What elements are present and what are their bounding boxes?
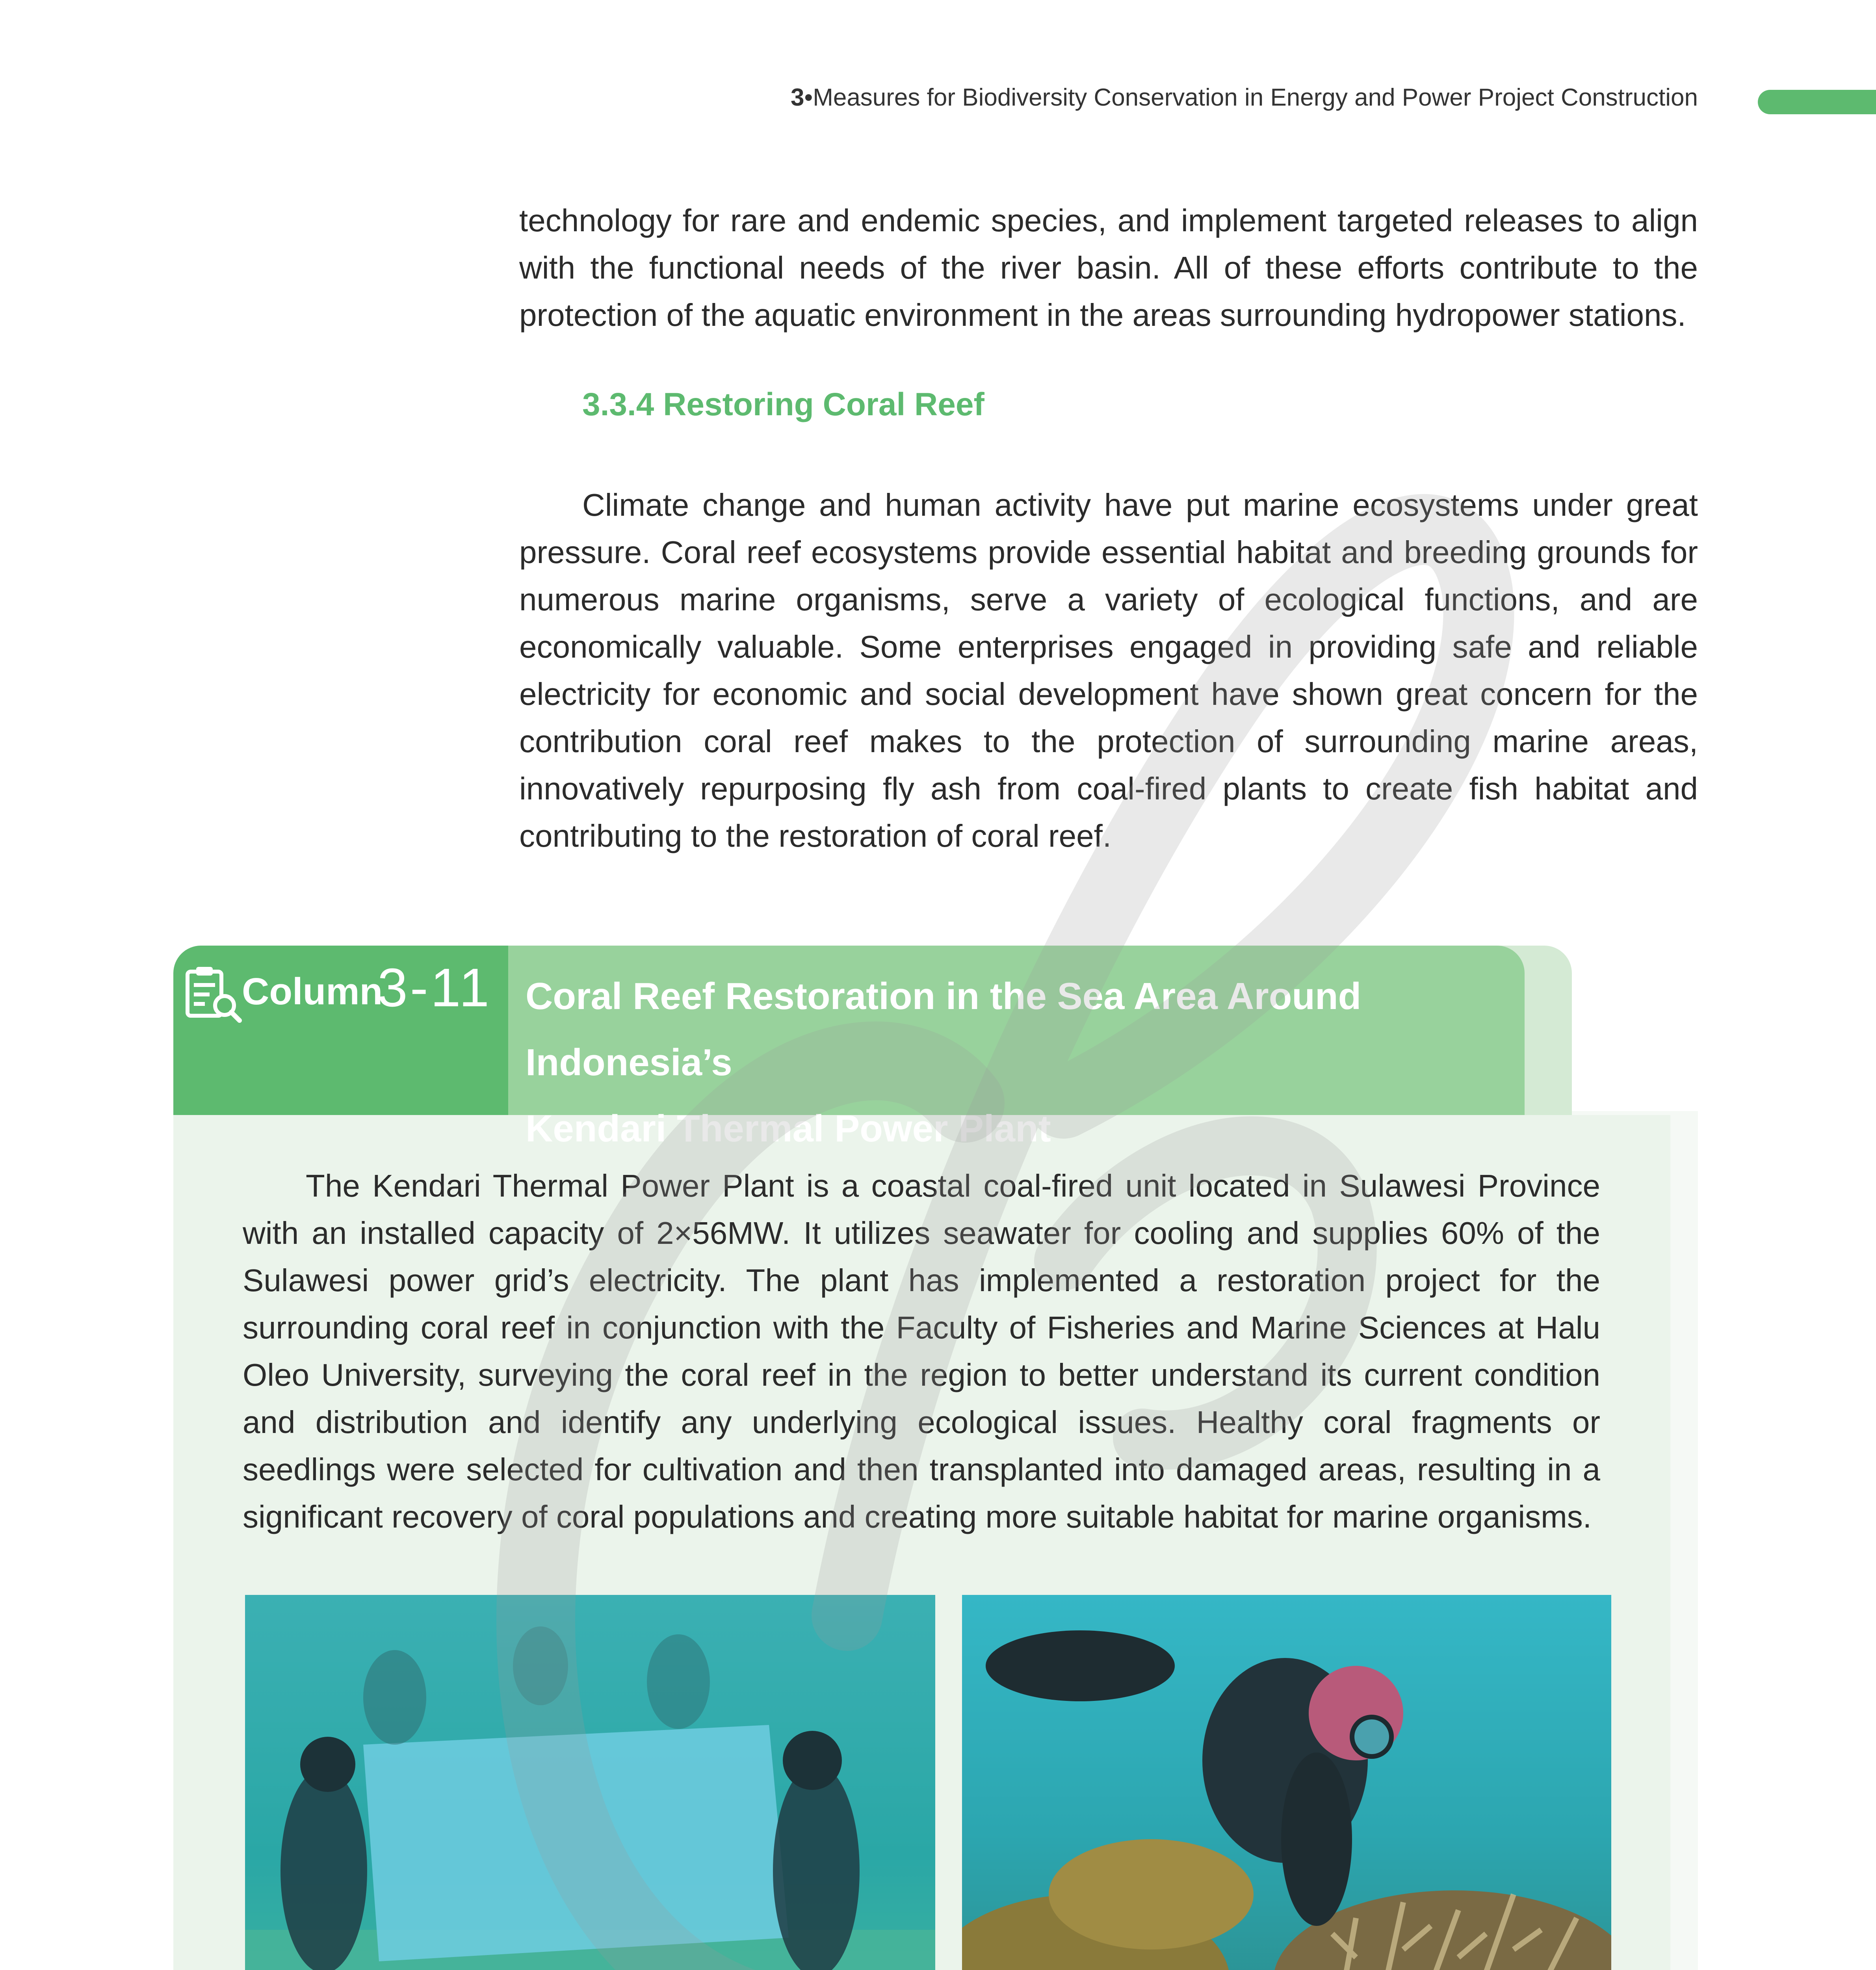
clipboard-search-icon (184, 965, 243, 1024)
column-number: 3-11 (377, 957, 492, 1018)
chapter-number: 3 (790, 84, 804, 111)
column-label: Column (242, 970, 383, 1013)
running-header (433, 84, 1698, 112)
column-title (526, 963, 1518, 1162)
section-paragraph: Climate change and human activity have put marine ecosystems under great pressure. Coral reef ecosystems provide essential habitat and breeding grounds for numerous marine organisms, serve a variety of ecological functions, and are economically valuable. Some enterprises engaged in providing safe and reliable electricity for economic and social development have shown great concern for the contribution coral reef makes to the protection of surrounding marine areas, innovatively repurposing fly ash from coal-fired plants to create fish habitat and contributing to the restoration of coral reef. (519, 487, 1698, 853)
header-bullet: • (804, 84, 813, 111)
column-paragraph: The Kendari Thermal Power Plant is a coastal coal-fired unit located in Sulawesi Province with an installed capacity of 2×56MW. It utilizes seawater for cooling and supplies 60% of the Sulawesi power grid’s electricity. The plant has implemented a restoration project for the surrounding coral reef in conjunction with the Faculty of Fisheries and Marine Sciences at Halu Oleo University, surveying the coral reef in the region to better understand its current condition and distribution and identify any underlying ecological issues. Healthy coral fragments or seedlings were selected for cultivation and then transplanted into damaged areas, resulting in a significant recovery of coral populations and creating more suitable habitat for marine organisms. (243, 1168, 1600, 1534)
photo-diver-with-coral (962, 1595, 1611, 1970)
header-tab-decoration (1758, 90, 1876, 114)
column-title-line-2: Kendari Thermal Power Plant (526, 1108, 1051, 1150)
photo-divers-with-banner (245, 1595, 935, 1970)
section-heading: 3.3.4 Restoring Coral Reef (582, 387, 984, 422)
continued-paragraph: technology for rare and endemic species, and implement targeted releases to align with the functional needs of the river basin. All of these efforts contribute to the protection of the aquatic environment in the areas surrounding hydropower stations. (519, 203, 1698, 333)
column-title-line-1: Coral Reef Restoration in the Sea Area Around Indonesia’s (526, 975, 1361, 1084)
chapter-title: Measures for Biodiversity Conservation in Energy and Power Project Construction (813, 84, 1698, 111)
